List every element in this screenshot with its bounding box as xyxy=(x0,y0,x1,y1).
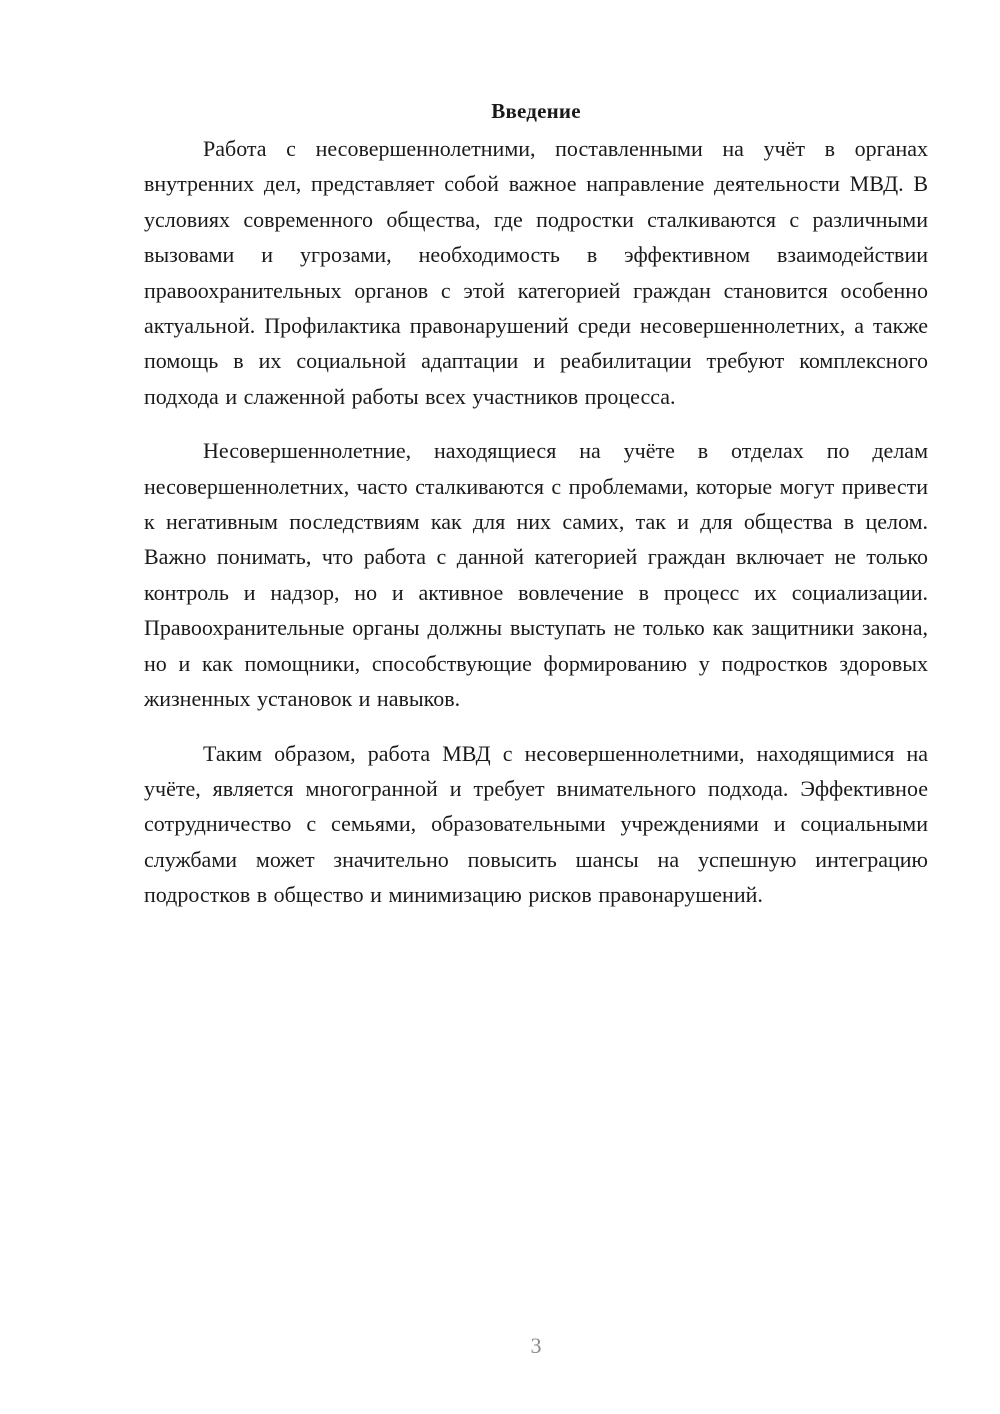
paragraph-2: Несовершеннолетние, находящиеся на учёте в отделах по делам несовершеннолетних, часто сталкиваются с проблемами, которые могут привести к негативным последствиям как для них самих, так и для общества в целом. Важно понимать, что работа с данной категорией граждан включает не только контроль и надзор, но и активное вовлечение в процесс их социализации. Правоохранительные органы должны выступать не только как защитники закона, но и как помощники, способствующие формированию у подростков здоровых жизненных установок и навыков. xyxy=(144,438,928,712)
paragraph-3: Таким образом, работа МВД с несовершеннолетними, находящимися на учёте, является многогранной и требует внимательного подхода. Эффективное сотрудничество с семьями, образовательными учреждениями и социальными службами может значительно повысить шансы на успешную интеграцию подростков в общество и минимизацию рисков правонарушений. xyxy=(144,740,928,908)
page-number: 3 xyxy=(530,1333,542,1358)
page-title: Введение xyxy=(491,99,581,123)
document-body xyxy=(144,96,928,932)
paragraph-1: Работа с несовершеннолетними, поставленными на учёт в органах внутренних дел, представляет собой важное направление деятельности МВД. В условиях современного общества, где подростки сталкиваются с различными вызовами и угрозами, необходимость в эффективном взаимодействии правоохранительных органов с этой категорией граждан становится особенно актуальной. Профилактика правонарушений среди несовершеннолетних, а также помощь в их социальной адаптации и реабилитации требуют комплексного подхода и слаженной работы всех участников процесса. xyxy=(144,136,928,409)
